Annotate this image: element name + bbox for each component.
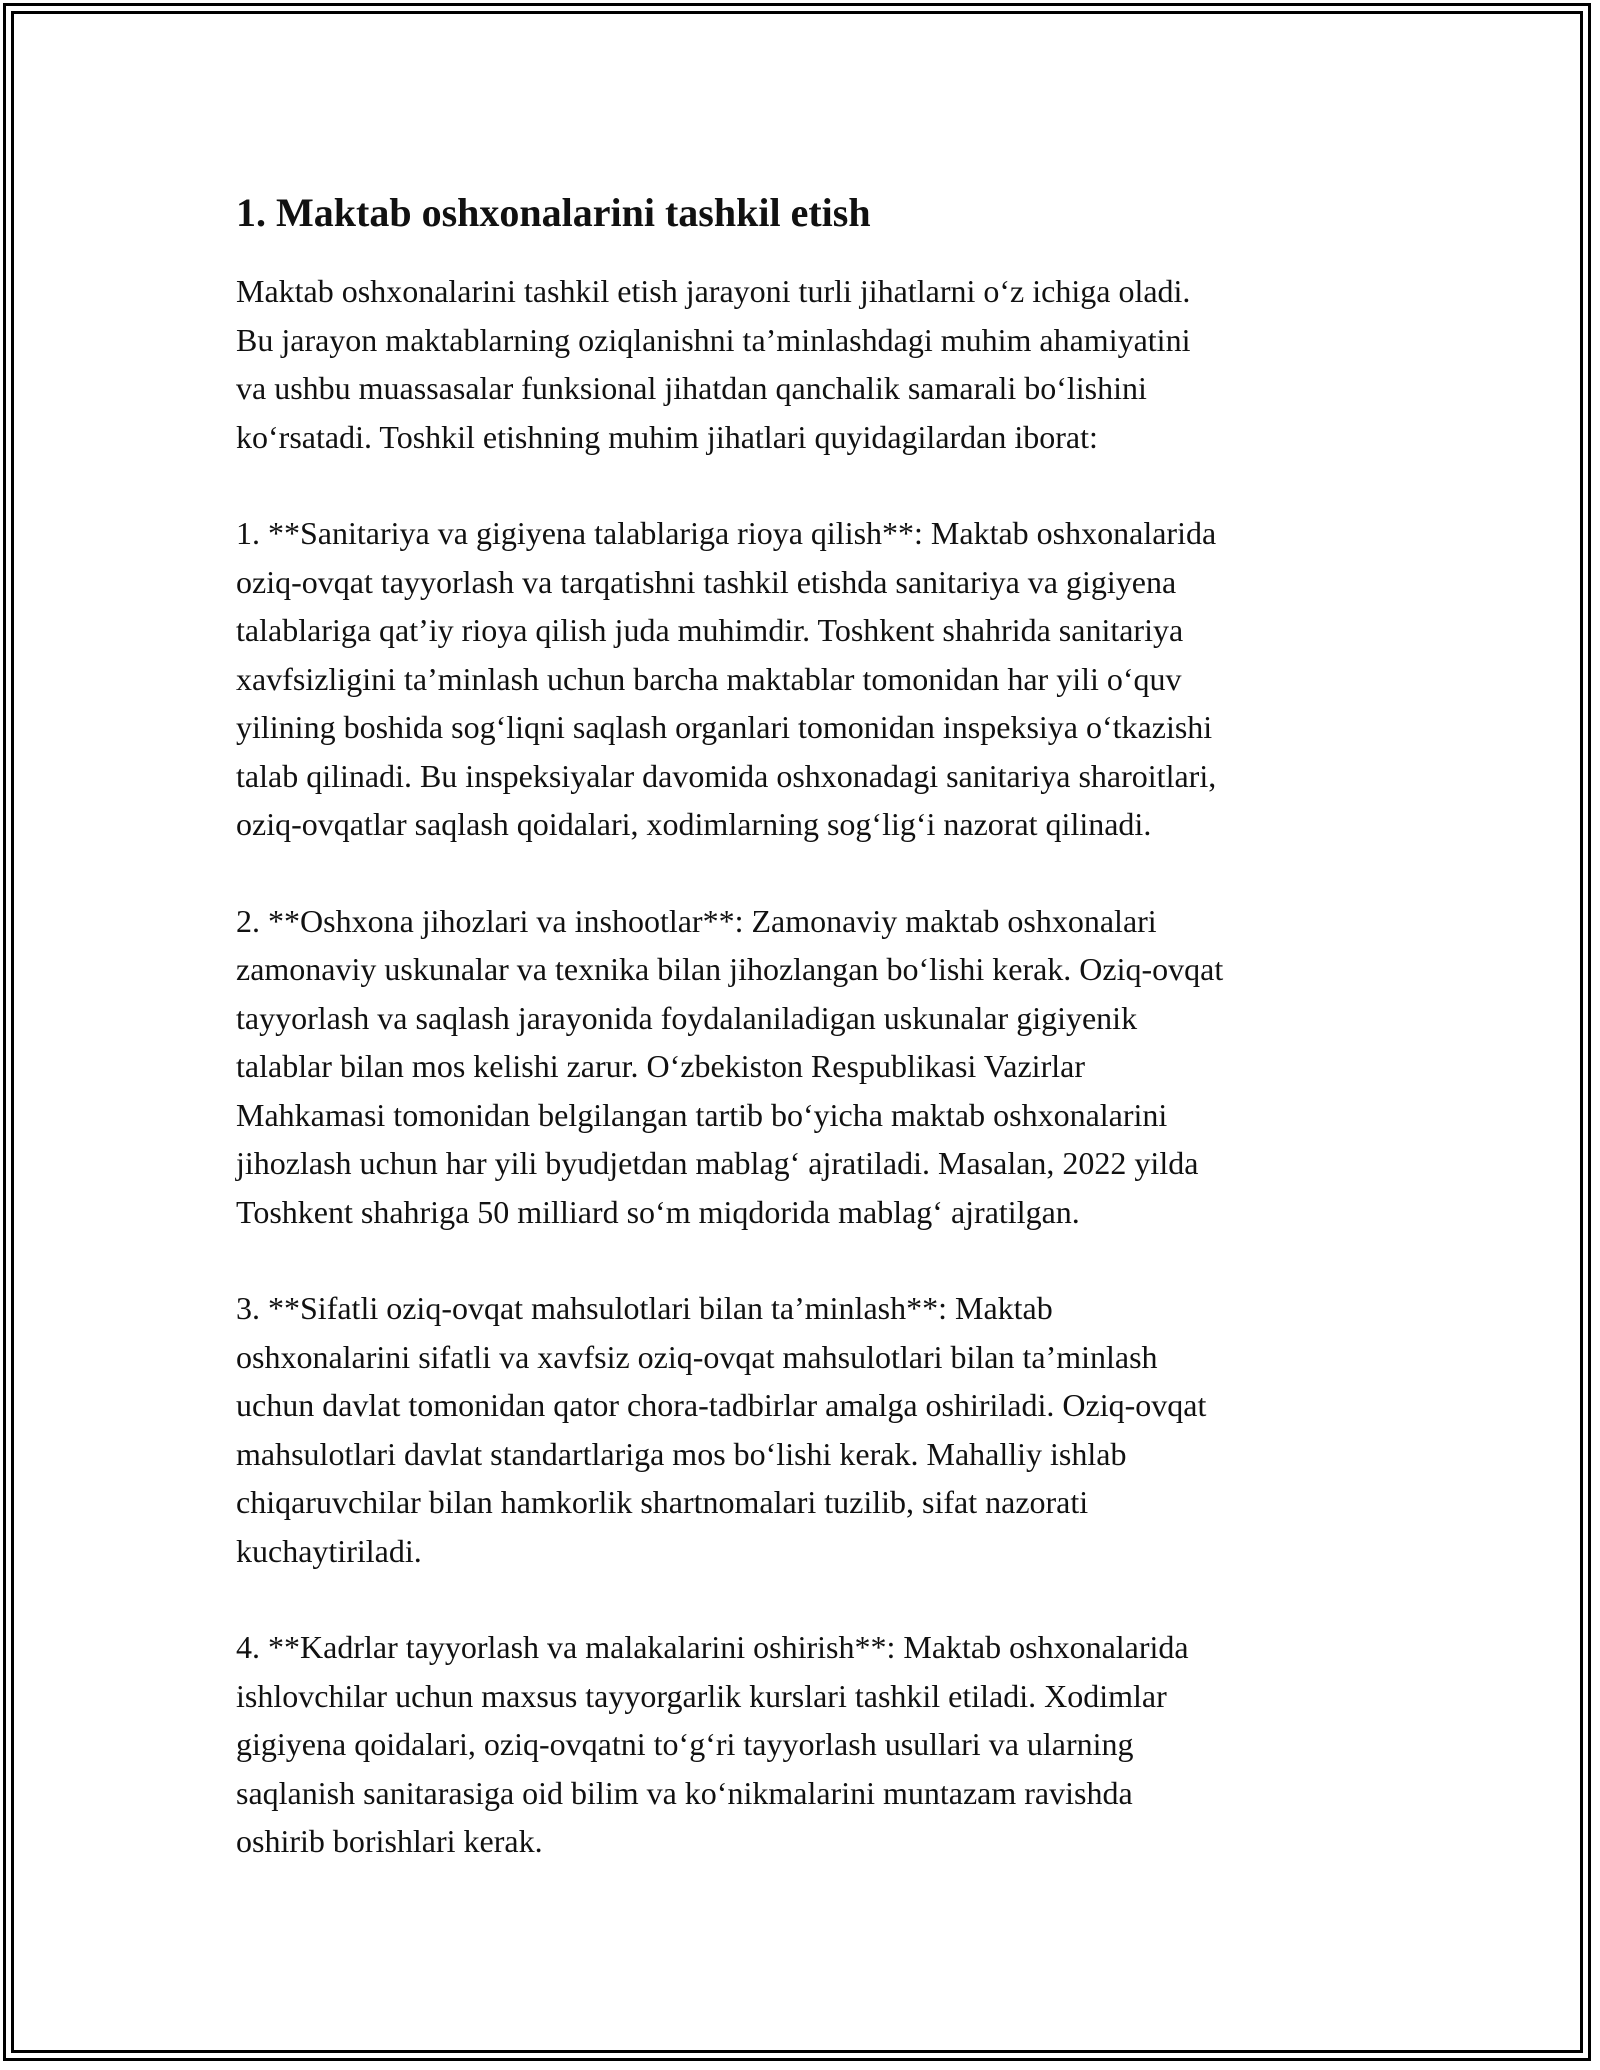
text-line: talablar bilan mos kelishi zarur. Oʻzbekiston Respublikasi Vazirlar <box>236 1048 1085 1084</box>
paragraph <box>236 897 1386 1237</box>
text-line: saqlanish sanitarasiga oid bilim va koʻnikmalarini muntazam ravishda <box>236 1774 1133 1811</box>
text-line: oshxonalarini sifatli va xavfsiz oziq-ovqat mahsulotlari bilan taʼminlash <box>236 1338 1158 1375</box>
text-line: tayyorlash va saqlash jarayonida foydalaniladigan uskunalar gigiyenik <box>236 999 1138 1036</box>
paragraph-list <box>236 267 1386 1866</box>
text-line: 4. **Kadrlar tayyorlash va malakalarini oshirish**: Maktab oshxonalarida <box>236 1629 1189 1665</box>
text-line: chiqaruvchilar bilan hamkorlik shartnomalari tuzilib, sifat nazorati <box>236 1484 1089 1520</box>
text-line: uchun davlat tomonidan qator chora-tadbirlar amalga oshiriladi. Oziq-ovqat <box>236 1387 1207 1423</box>
text-line: oziq-ovqatlar saqlash qoidalari, xodimlarning sogʻligʻi nazorat qilinadi. <box>236 806 1152 842</box>
text-line: ishlovchilar uchun maxsus tayyorgarlik kurslari tashkil etiladi. Xodimlar <box>236 1677 1167 1714</box>
paragraph <box>236 509 1386 849</box>
text-line: 1. **Sanitariya va gigiyena talablariga rioya qilish**: Maktab oshxonalarida <box>236 515 1217 551</box>
text-line: Bu jarayon maktablarning oziqlanishni taʼminlashdagi muhim ahamiyatini <box>236 321 1191 358</box>
section-heading: 1. Maktab oshxonalarini tashkil etish <box>236 190 871 235</box>
paragraph <box>236 1284 1386 1575</box>
text-line: va ushbu muassasalar funksional jihatdan qanchalik samarali boʻlishini <box>236 370 1147 406</box>
text-line: talab qilinadi. Bu inspeksiyalar davomida oshxonadagi sanitariya sharoitlari, <box>236 757 1217 794</box>
text-line: Toshkent shahriga 50 milliard soʻm miqdorida mablagʻ ajratilgan. <box>236 1193 1080 1230</box>
text-line: oshirib borishlari kerak. <box>236 1823 543 1859</box>
text-line: talablariga qatʼiy rioya qilish juda muhimdir. Toshkent shahrida sanitariya <box>236 612 1184 648</box>
text-line: gigiyena qoidalari, oziq-ovqatni toʻgʻri tayyorlash usullari va ularning <box>236 1726 1134 1762</box>
text-line: koʻrsatadi. Toshkil etishning muhim jihatlari quyidagilardan iborat: <box>236 418 1098 455</box>
paragraph <box>236 1623 1386 1866</box>
text-line: Maktab oshxonalarini tashkil etish jarayoni turli jihatlarni oʻz ichiga oladi. <box>236 273 1191 309</box>
text-line: kuchaytiriladi. <box>236 1532 422 1569</box>
text-line: yilining boshida sogʻliqni saqlash organlari tomonidan inspeksiya oʻtkazishi <box>236 709 1213 745</box>
text-line: 3. **Sifatli oziq-ovqat mahsulotlari bilan taʼminlash**: Maktab <box>236 1290 1053 1326</box>
paragraph <box>236 267 1386 461</box>
text-line: 2. **Oshxona jihozlari va inshootlar**: Zamonaviy maktab oshxonalari <box>236 902 1157 939</box>
text-line: zamonaviy uskunalar va texnika bilan jihozlangan boʻlishi kerak. Oziq-ovqat <box>236 951 1224 987</box>
text-line: jihozlash uchun har yili byudjetdan mablagʻ ajratiladi. Masalan, 2022 yilda <box>236 1145 1199 1181</box>
text-line: mahsulotlari davlat standartlariga mos boʻlishi kerak. Mahalliy ishlab <box>236 1435 1127 1472</box>
text-line: xavfsizligini taʼminlash uchun barcha maktablar tomonidan har yili oʻquv <box>236 660 1182 697</box>
text-line: oziq-ovqat tayyorlash va tarqatishni tashkil etishda sanitariya va gigiyena <box>236 563 1177 600</box>
document-body <box>236 185 1386 1914</box>
text-line: Mahkamasi tomonidan belgilangan tartib boʻyicha maktab oshxonalarini <box>236 1096 1168 1133</box>
